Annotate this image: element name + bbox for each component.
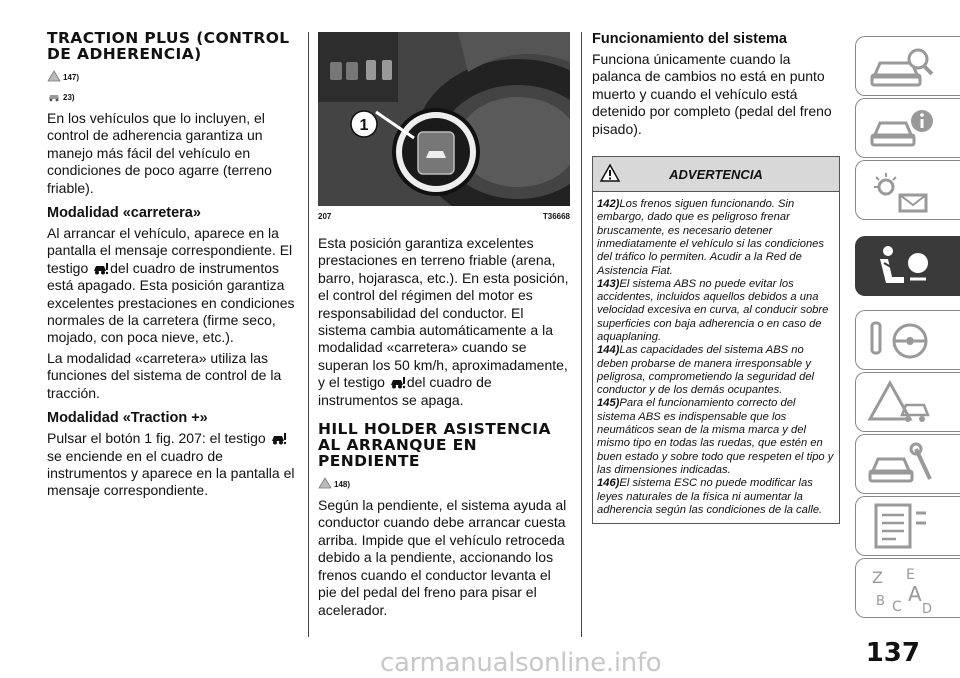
mode-road-title: Modalidad «carretera» [47, 205, 201, 222]
tab-specs-list[interactable] [855, 496, 960, 556]
mode-road-paragraph-2: La modalidad «carretera» utiliza las funciones del sistema de control de la tracción. [47, 349, 282, 401]
traction-warning-light-icon [389, 375, 407, 389]
warning-item: 146)El sistema ESC no puede modificar las leyes naturales de la física ni aumentar la adherencia según las condiciones de la calle. [597, 477, 823, 516]
tab-car-search[interactable] [855, 36, 960, 96]
seat-airbag-icon [866, 241, 936, 293]
section-heading-hill-holder: HILL HOLDER ASISTENCIA AL ARRANQUE EN PENDIENTE [318, 420, 551, 471]
tab-dashboard-lights[interactable] [855, 160, 960, 220]
specs-list-icon [866, 501, 936, 553]
column-divider [308, 32, 309, 637]
tab-seat-airbag[interactable] [855, 236, 960, 296]
svg-text:C: C [892, 599, 902, 615]
warning-triangle-icon [47, 70, 61, 82]
car-search-icon [866, 41, 936, 93]
intro-paragraph: En los vehículos que lo incluyen, el control de adherencia garantiza un manejo más fácil del vehículo en condiciones de poco agarre (terreno friable). [47, 110, 272, 196]
svg-text:E: E [906, 567, 915, 583]
tab-car-info[interactable] [855, 98, 960, 158]
section-heading-traction-plus: TRACTION PLUS (CONTROL DE ADHERENCIA) [47, 29, 290, 63]
traction-warning-light-icon [270, 431, 288, 445]
alphabet-index-icon [866, 563, 936, 615]
watermark: carmanualsonline.info [380, 648, 662, 678]
svg-text:B: B [876, 594, 885, 609]
system-operation-paragraph: Funciona únicamente cuando la palanca de cambios no está en punto muerto y cuando el vehículo está detenido por completo (pedal del freno pisado). [592, 51, 832, 137]
callout-label: 1 [359, 117, 369, 134]
warning-item: 145)Para el funcionamiento correcto del sistema ABS es indispensable que los neumáticos sean de la misma marca y del mismo tipo en todas las ruedas, que estén en buen estado y sobre todo que respeten el tipo y las dimensiones indicadas. [597, 397, 834, 476]
key-steering-icon [866, 315, 936, 367]
figure-number: 207 [318, 212, 332, 221]
car-caution-icon [47, 90, 61, 102]
svg-text:Z: Z [872, 568, 883, 587]
car-wrench-icon [866, 439, 936, 491]
warning-body [593, 191, 839, 523]
page-number: 137 [865, 638, 920, 668]
figure-caption [318, 212, 570, 221]
mode-traction-title: Modalidad «Traction +» [47, 410, 208, 427]
system-operation-title: Funcionamiento del sistema [592, 31, 787, 47]
warning-car-icon [866, 377, 936, 429]
column-2 [318, 32, 570, 619]
warning-ref-1: 147) [47, 68, 295, 82]
hill-holder-paragraph: Según la pendiente, el sistema ayuda al conductor cuando debe arrancar cuesta arriba. Impide que el vehículo retroceda debido a la pendiente, accionando los frenos cuando el conductor levanta el pie del pedal del freno para pisar el acelerador. [318, 497, 567, 618]
dashboard-lights-icon [866, 165, 936, 217]
mode-traction-paragraph: Pulsar el botón 1 fig. 207: el testigo se enciende en el cuadro de instrumentos y aparece en la pantalla el mensaje correspondiente. [47, 430, 295, 499]
warning-item: 142)Los frenos siguen funcionando. Sin embargo, dado que es peligroso frenar bruscamente, es necesario detener inmediatamente el vehículo si las condiciones del tráfico lo permiten. Acudir a la Red de Asistencia Fiat. [597, 198, 824, 277]
car-info-icon [866, 103, 936, 155]
warning-title: ADVERTENCIA [669, 167, 763, 183]
svg-text:D: D [922, 602, 933, 615]
traction-warning-light-icon [92, 261, 110, 275]
warning-ref-3: 148) [318, 475, 570, 489]
warning-box [592, 156, 840, 524]
column-3 [592, 30, 840, 524]
tab-alphabet-index[interactable] [855, 558, 960, 618]
tab-key-steering[interactable] [855, 310, 960, 370]
column-1 [47, 30, 295, 500]
warning-item: 143)El sistema ABS no puede evitar los accidentes, incluidos aquellos debidos a una velocidad excesiva en curva, al conducir sobre superficies con baja adherencia o en caso de aquaplaning. [597, 277, 829, 343]
warning-item: 144)Las capacidades del sistema ABS no deben probarse de manera irresponsable y peligrosa, comprometiendo la seguridad del conductor y de los demás ocupantes. [597, 344, 815, 397]
svg-text:A: A [908, 582, 922, 606]
warning-ref-2: 23) [47, 88, 295, 102]
traction-plus-paragraph: Esta posición garantiza excelentes prestaciones en terreno friable (arena, barro, hojarasca, etc.). En esta posición, el control del régimen del motor es responsabilidad del conductor. El sistema cambia automáticamente a la modalidad «carretera» cuando se superan los 50 km/h, aproximadamente, y el testigo del cuadro de instrumentos se apaga. [318, 235, 569, 408]
tab-car-wrench[interactable] [855, 434, 960, 494]
mode-road-paragraph: Al arrancar el vehículo, aparece en la pantalla el mensaje correspondiente. El testigo del cuadro de instrumentos está apagado. Esta posición garantiza excelentes prestaciones en condiciones normales de la carretera (firme seco, mojado, con poca nieve, etc.). [47, 225, 295, 346]
tab-warning-car[interactable] [855, 372, 960, 432]
warning-triangle-icon [318, 477, 332, 489]
warning-header [593, 157, 839, 191]
figure-code: T36668 [542, 212, 570, 221]
figure-traction-button [318, 32, 570, 206]
column-divider [581, 32, 582, 637]
dashboard-photo [318, 32, 570, 206]
